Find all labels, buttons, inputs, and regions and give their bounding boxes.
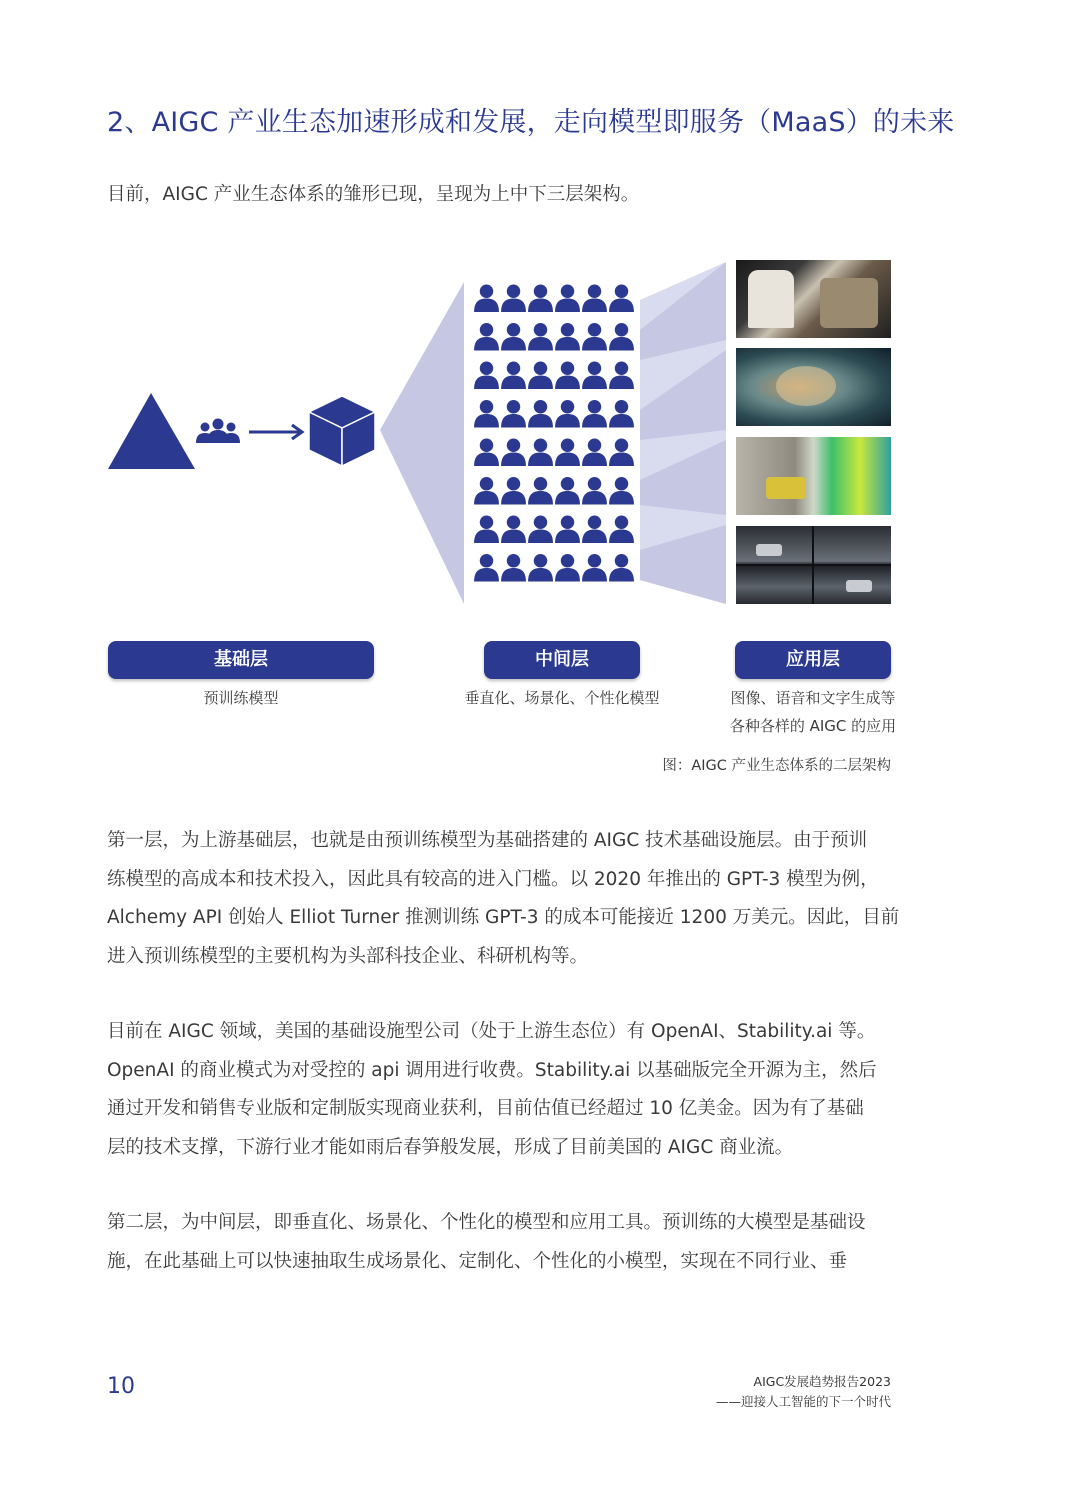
person-icon <box>609 477 634 504</box>
person-icon <box>528 439 553 466</box>
paragraph-line: 层的技术支撑，下游行业才能如雨后春笋般发展，形成了目前美国的 AIGC 商业流。 <box>107 1136 794 1158</box>
layer-desc-application-line-1: 图像、语音和文字生成等 <box>730 689 896 707</box>
person-icon <box>609 554 634 581</box>
intro-text: 目前，AIGC 产业生态体系的雏形已现，呈现为上中下三层架构。 <box>107 184 640 205</box>
person-icon <box>528 400 553 427</box>
person-icon <box>528 516 553 543</box>
paragraph-line: Alchemy API 创始人 Elliot Turner 推测训练 GPT-3 的成本可能接近 1200 万美元。因此，目前 <box>107 907 900 928</box>
layer-button-middle: 中间层 <box>484 641 640 679</box>
person-icon <box>501 516 526 543</box>
person-icon <box>555 554 580 581</box>
person-icon <box>501 323 526 350</box>
person-icon <box>609 285 634 312</box>
person-icon <box>555 477 580 504</box>
person-icon <box>555 323 580 350</box>
people-group-icon <box>196 419 240 444</box>
person-icon <box>474 554 499 581</box>
thumbnail-street-image <box>736 437 891 515</box>
figure-caption: 图：AIGC 产业生态体系的二层架构 <box>662 758 891 774</box>
person-icon <box>555 516 580 543</box>
paragraph-3 <box>107 1204 907 1281</box>
person-icon <box>474 362 499 389</box>
arrow-right-icon <box>249 425 302 439</box>
paragraph-line: 通过开发和销售专业版和定制版实现商业获利，目前估值已经超过 10 亿美金。因为有了基础 <box>107 1098 864 1119</box>
person-icon <box>609 323 634 350</box>
person-icon <box>582 439 607 466</box>
person-icon <box>501 439 526 466</box>
paragraph-2 <box>107 1013 907 1167</box>
person-icon <box>582 362 607 389</box>
person-icon <box>528 362 553 389</box>
person-icon <box>582 323 607 350</box>
person-icon <box>528 323 553 350</box>
layer-desc-application-line-2: 各种各样的 AIGC 的应用 <box>729 717 897 735</box>
person-icon <box>609 516 634 543</box>
fan-left <box>380 282 464 604</box>
paragraph-line: 施，在此基础上可以快速抽取生成场景化、定制化、个性化的小模型，实现在不同行业、垂 <box>107 1250 848 1272</box>
person-icon <box>528 285 553 312</box>
person-icon <box>474 323 499 350</box>
paragraph-line: OpenAI 的商业模式为对受控的 api 调用进行收费。Stability.ai 以基础版完全开源为主，然后 <box>107 1059 877 1081</box>
paragraph-line: 练模型的高成本和技术投入，因此具有较高的进入门槛。以 2020 年推出的 GPT-3 模型为例， <box>107 868 879 890</box>
layer-button-base: 基础层 <box>108 641 374 679</box>
person-icon <box>501 554 526 581</box>
person-icon <box>582 400 607 427</box>
thumbnail-driving-image <box>736 526 891 604</box>
person-icon <box>555 400 580 427</box>
aigc-ecosystem-diagram <box>0 250 1080 620</box>
person-icon <box>582 554 607 581</box>
people-grid <box>474 285 634 582</box>
section-heading: 2、AIGC 产业生态加速形成和发展，走向模型即服务（MaaS）的未来 <box>107 107 955 138</box>
person-icon <box>501 477 526 504</box>
person-icon <box>582 477 607 504</box>
person-icon <box>555 362 580 389</box>
person-icon <box>501 400 526 427</box>
layer-desc-middle: 垂直化、场景化、个性化模型 <box>464 689 660 707</box>
person-icon <box>528 477 553 504</box>
person-icon <box>582 285 607 312</box>
person-icon <box>528 554 553 581</box>
footer-report-title: AIGC发展趋势报告2023 <box>753 1374 891 1389</box>
person-icon <box>474 516 499 543</box>
person-icon <box>474 400 499 427</box>
paragraph-line: 第二层，为中间层，即垂直化、场景化、个性化的模型和应用工具。预训练的大模型是基础设 <box>107 1212 866 1233</box>
person-icon <box>555 439 580 466</box>
paragraph-line: 目前在 AIGC 领域，美国的基础设施型公司（处于上游生态位）有 OpenAI、Stability.ai 等。 <box>107 1021 876 1042</box>
person-icon <box>609 362 634 389</box>
paragraph-1 <box>107 822 907 976</box>
person-icon <box>501 362 526 389</box>
person-icon <box>555 285 580 312</box>
page-number: 10 <box>107 1374 135 1399</box>
footer-report-subtitle: ——迎接人工智能的下一个时代 <box>715 1394 891 1409</box>
person-icon <box>582 516 607 543</box>
cube-icon <box>309 396 375 466</box>
person-icon <box>474 285 499 312</box>
triangle-icon <box>108 393 195 469</box>
person-icon <box>609 400 634 427</box>
paragraph-line: 进入预训练模型的主要机构为头部科技企业、科研机构等。 <box>107 945 589 967</box>
thumbnail-astronaut-image <box>736 260 891 338</box>
person-icon <box>474 439 499 466</box>
thumbnail-abstract-image <box>736 348 891 426</box>
paragraph-line: 第一层，为上游基础层，也就是由预训练模型为基础搭建的 AIGC 技术基础设施层。由于预训 <box>107 830 868 851</box>
person-icon <box>474 477 499 504</box>
person-icon <box>609 439 634 466</box>
layer-desc-base: 预训练模型 <box>203 689 279 707</box>
layer-button-application: 应用层 <box>735 641 891 679</box>
person-icon <box>501 285 526 312</box>
